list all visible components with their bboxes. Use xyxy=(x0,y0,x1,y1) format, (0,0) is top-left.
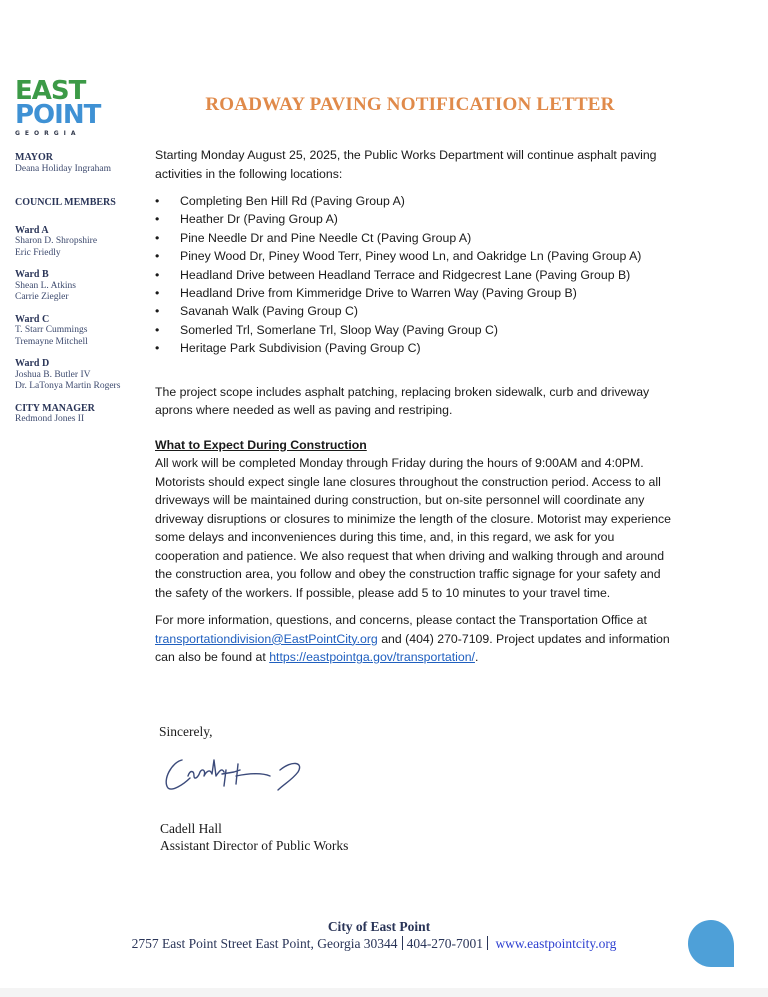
bullet-icon: • xyxy=(155,267,160,282)
letter-body xyxy=(155,146,675,667)
list-item xyxy=(155,266,675,284)
location-text: Headland Drive from Kimmeridge Drive to Warren Way (Paving Group B) xyxy=(180,286,577,301)
bullet-icon: • xyxy=(155,249,160,264)
ward-b-group xyxy=(15,269,145,304)
bullet-icon: • xyxy=(155,194,160,208)
signature-image xyxy=(160,750,310,800)
signer-title: Assistant Director of Public Works xyxy=(160,838,349,853)
divider xyxy=(402,936,403,950)
transportation-url-link[interactable]: https://eastpointga.gov/transportation/ xyxy=(269,650,475,665)
location-text: Headland Drive between Headland Terrace and Ridgecrest Lane (Paving Group B) xyxy=(180,267,631,282)
ward-member: T. Starr Cummings xyxy=(15,325,88,335)
location-text: Savanah Walk (Paving Group C) xyxy=(180,304,358,319)
city-manager-name: Redmond Jones II xyxy=(15,414,85,424)
east-point-logo xyxy=(15,76,105,137)
list-item xyxy=(155,229,675,247)
contact-text: and (404) 270-7109. Project updates and information can also be found at xyxy=(155,631,670,665)
contact-text: For more information, questions, and concerns, please contact the Transportation Office at xyxy=(155,613,647,628)
footer-address: 2757 East Point Street East Point, Georgia 30344 xyxy=(131,936,398,951)
ward-member: Carrie Ziegler xyxy=(15,292,69,302)
logo-east-text: EAST xyxy=(15,76,86,106)
footer-contact-line xyxy=(0,935,768,953)
logo-georgia-text: GEORGIA xyxy=(15,130,81,137)
decorative-blue-drop-icon xyxy=(688,920,734,967)
scope-paragraph: The project scope includes asphalt patching, replacing broken sidewalk, curb and driveway aprons where needed as well as paving and restriping. xyxy=(155,384,650,418)
expect-paragraph: All work will be completed Monday through Friday during the hours of 9:00AM and 4:0PM. Motorists should expect single lane closures throughout the construction period. Access to all driveways will be maintained during construction, but on-site personnel will coordinate any driveway disruptions or closures to minimize the length of the closure. Motorist may experience some delays and inconveniences during this time, and, in this regard, we ask for you cooperation and patience. We also request that when driving and walking through and around the construction area, you follow and obey the construction traffic signage for your safety and the safety of the workers. If possible, please add 5 to 10 minutes to your travel time. xyxy=(155,456,672,600)
bullet-icon: • xyxy=(155,322,160,337)
list-item xyxy=(155,321,675,339)
letter-title: ROADWAY PAVING NOTIFICATION LETTER xyxy=(205,94,615,115)
list-item xyxy=(155,302,675,320)
ward-member: Shean L. Atkins xyxy=(15,280,76,291)
ward-heading: Ward B xyxy=(15,269,49,280)
email-link[interactable]: transportationdivision@EastPointCity.org xyxy=(155,631,378,646)
ward-d-group xyxy=(15,358,145,393)
mayor-name: Deana Holiday Ingraham xyxy=(15,163,112,174)
city-manager-heading: CITY MANAGER xyxy=(15,402,95,414)
signature-icon xyxy=(160,750,310,795)
expect-heading: What to Expect During Construction xyxy=(155,437,367,452)
list-item xyxy=(155,284,675,302)
locations-list xyxy=(155,192,675,358)
mayor-heading: MAYOR xyxy=(15,152,53,163)
ward-member: Joshua B. Butler IV xyxy=(15,369,91,380)
list-item xyxy=(155,247,675,265)
bullet-icon: • xyxy=(155,304,160,319)
bullet-icon: • xyxy=(155,341,160,356)
mayor-group xyxy=(15,152,145,175)
divider xyxy=(487,936,488,950)
footer-website-link[interactable]: www.eastpointcity.org xyxy=(495,936,617,951)
intro-paragraph: Starting Monday August 25, 2025, the Public Works Department will continue asphalt paving activities in the following locations: xyxy=(155,148,657,181)
list-item xyxy=(155,339,675,357)
council-heading-group xyxy=(15,197,145,209)
footer-phone: 404-270-7001 xyxy=(406,936,484,951)
contact-paragraph xyxy=(155,611,675,667)
signer-name: Cadell Hall xyxy=(160,821,222,836)
ward-heading: Ward D xyxy=(15,358,50,369)
location-text: Somerled Trl, Somerlane Trl, Sloop Way (Paving Group C) xyxy=(180,322,499,337)
contact-text: . xyxy=(474,650,479,665)
city-manager-group xyxy=(15,403,145,426)
location-text: Pine Needle Dr and Pine Needle Ct (Paving Group A) xyxy=(180,230,472,245)
ward-member: Eric Friedly xyxy=(15,247,61,258)
location-text: Completing Ben Hill Rd (Paving Group A) xyxy=(180,194,405,208)
council-heading: COUNCIL MEMBERS xyxy=(15,197,116,208)
location-text: Heritage Park Subdivision (Paving Group C) xyxy=(180,341,421,356)
footer xyxy=(0,919,768,953)
officials-sidebar xyxy=(15,152,145,436)
closing: Sincerely, xyxy=(159,724,213,739)
location-text: Heather Dr (Paving Group A) xyxy=(180,212,338,227)
location-text: Piney Wood Dr, Piney Wood Terr, Piney wood Ln, and Oakridge Ln (Paving Group A) xyxy=(180,249,642,264)
ward-heading: Ward A xyxy=(15,224,49,236)
bullet-icon: • xyxy=(155,286,160,301)
ward-member: Tremayne Mitchell xyxy=(15,336,88,347)
list-item xyxy=(155,210,675,228)
bullet-icon: • xyxy=(155,230,160,245)
logo-point-text: POINT xyxy=(15,100,101,130)
signer-block xyxy=(160,820,348,854)
ward-a-group xyxy=(15,225,145,260)
ward-heading: Ward C xyxy=(15,313,50,325)
footer-title: City of East Point xyxy=(327,919,431,934)
ward-c-group xyxy=(15,314,145,349)
ward-member: Dr. LaTonya Martin Rogers xyxy=(15,381,121,391)
bullet-icon: • xyxy=(155,212,160,227)
ward-member: Sharon D. Shropshire xyxy=(15,236,98,246)
list-item xyxy=(155,192,675,210)
